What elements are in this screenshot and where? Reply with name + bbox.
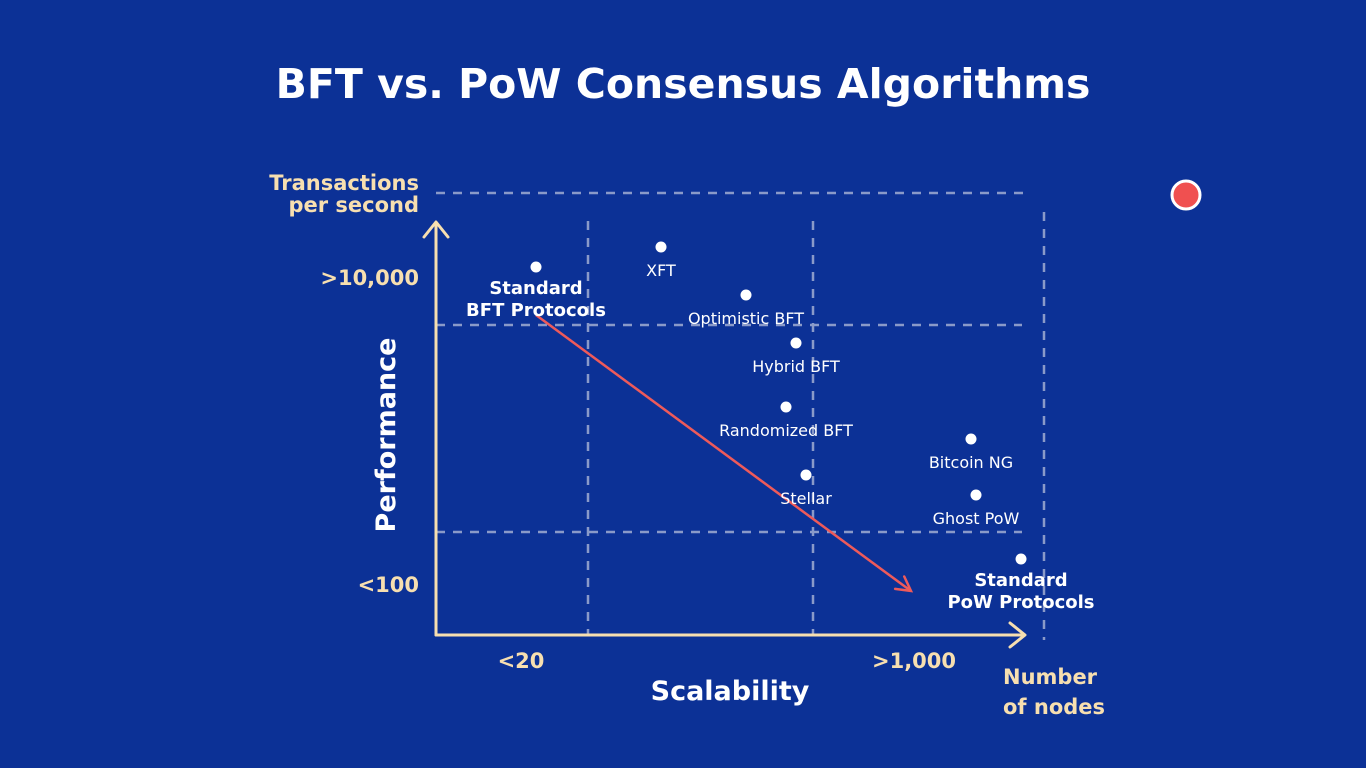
data-point-label-2	[688, 309, 804, 328]
chart-title: BFT vs. PoW Consensus Algorithms	[275, 60, 1091, 108]
x-tick-high: >1,000	[871, 649, 957, 673]
data-point-4	[781, 402, 792, 413]
data-point-label-2-line-0: Optimistic BFT	[687, 309, 805, 328]
data-point-label-3-line-0: Hybrid BFT	[752, 357, 840, 376]
y-axis-title: Performance	[371, 337, 402, 533]
data-point-label-7-line-0: Ghost PoW	[932, 509, 1020, 528]
ideal-point-marker	[1172, 181, 1200, 209]
data-point-label-8-line-1: PoW Protocols	[947, 592, 1095, 613]
data-point-label-6-line-0: Bitcoin NG	[928, 453, 1014, 472]
data-point-5	[801, 470, 812, 481]
grid-layer	[436, 193, 1044, 640]
points-layer	[466, 242, 1094, 614]
data-point-label-0-line-1: BFT Protocols	[466, 300, 606, 321]
y-unit-line-2: per second	[288, 193, 419, 217]
data-point-label-4-line-0: Randomized BFT	[719, 421, 853, 440]
data-point-label-1-line-0: XFT	[646, 261, 676, 280]
data-point-label-7	[933, 509, 1020, 528]
data-point-3	[791, 338, 802, 349]
data-point-label-5	[780, 489, 832, 508]
x-unit-line-1: Number	[1003, 665, 1098, 689]
y-tick-low: <100	[357, 573, 419, 597]
y-tick-high: >10,000	[320, 266, 419, 290]
x-axis-title: Scalability	[650, 676, 810, 707]
data-point-6	[966, 434, 977, 445]
data-point-label-0	[466, 278, 606, 321]
data-point-8	[1016, 554, 1027, 565]
data-point-label-6	[929, 453, 1013, 472]
trend-layer	[536, 181, 1200, 591]
x-unit-line-2: of nodes	[1003, 695, 1106, 719]
y-unit-line-1: Transactions	[269, 171, 419, 195]
x-tick-low: <20	[497, 649, 545, 673]
data-point-label-1	[646, 261, 676, 280]
data-point-1	[656, 242, 667, 253]
data-point-label-4	[719, 421, 853, 440]
data-point-label-5-line-0: Stellar	[780, 489, 832, 508]
data-point-label-3	[752, 357, 840, 376]
data-point-0	[531, 262, 542, 273]
trend-arrow-line	[536, 315, 911, 591]
data-point-label-0-line-0: Standard	[489, 278, 583, 299]
data-point-2	[741, 290, 752, 301]
data-point-label-8-line-0: Standard	[974, 570, 1068, 591]
data-point-label-8	[947, 570, 1094, 613]
data-point-7	[971, 490, 982, 501]
